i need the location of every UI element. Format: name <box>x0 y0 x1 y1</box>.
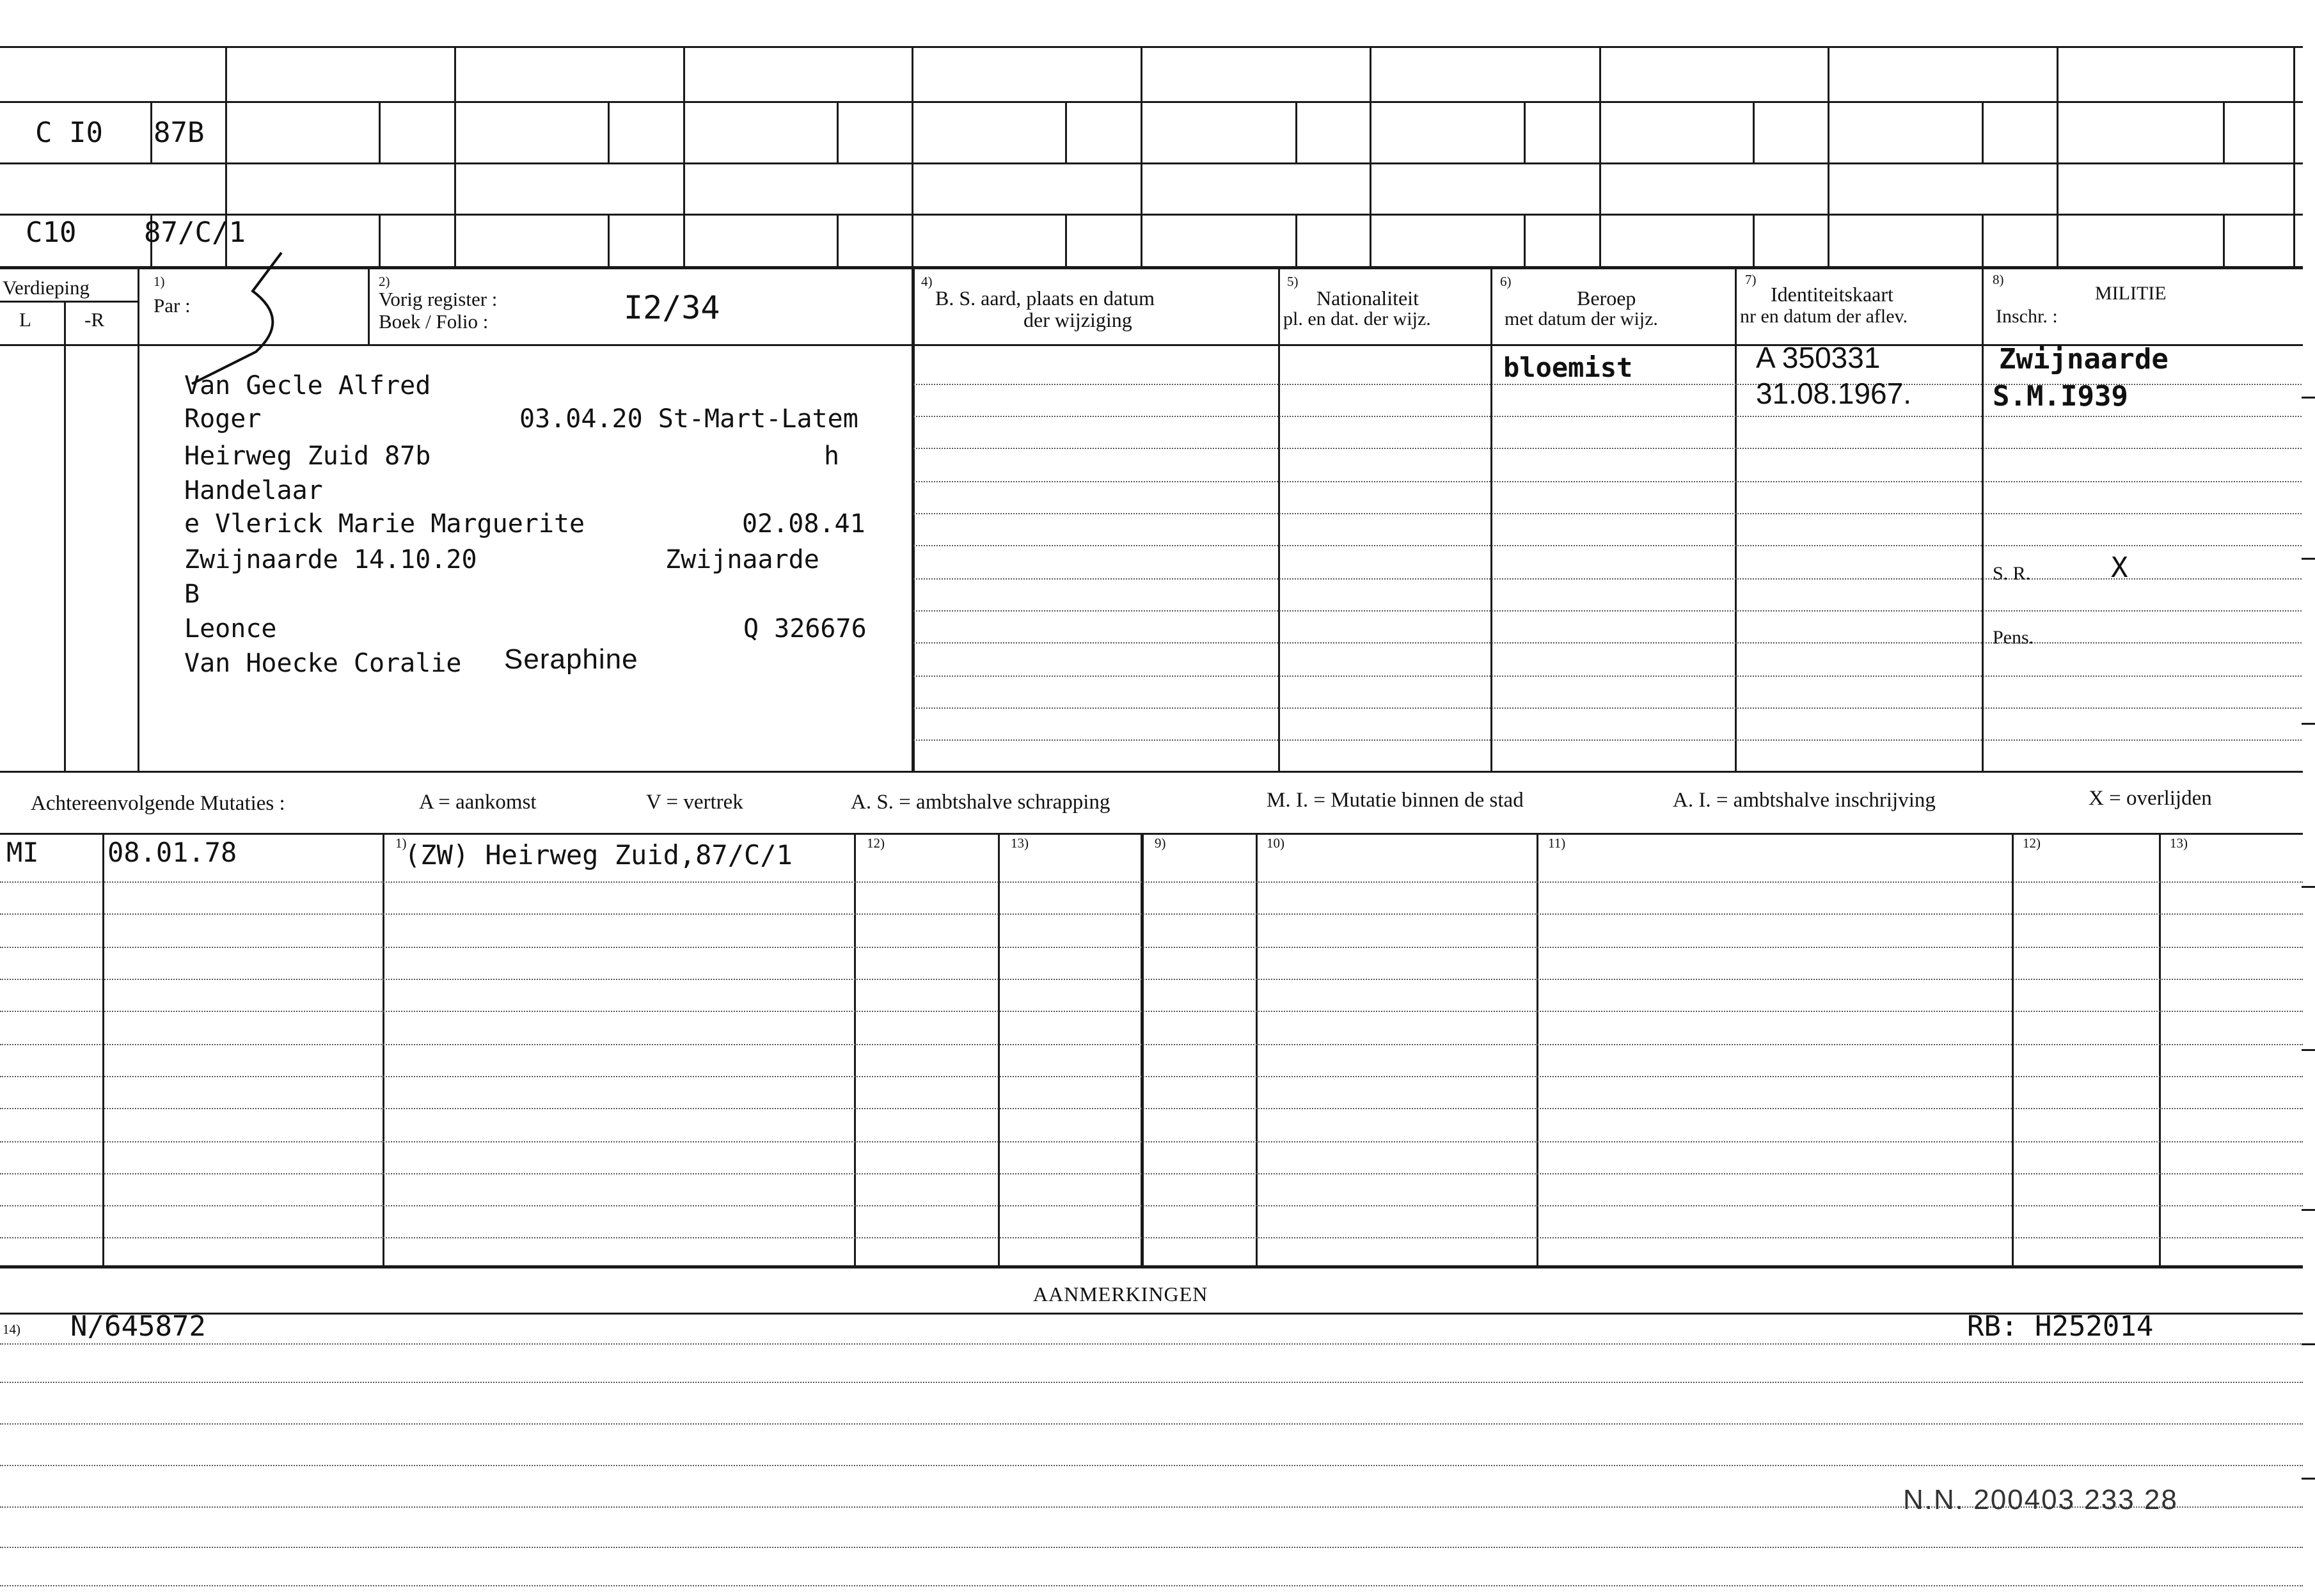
id-card-number: A 350331 <box>1756 341 1881 374</box>
grid-sub <box>150 101 152 162</box>
note-14: 14) <box>3 1322 20 1337</box>
note-8: 8) <box>1993 272 2004 287</box>
mut-note-9: 9) <box>1155 835 1166 851</box>
grid-sub <box>2223 214 2225 266</box>
top-border <box>0 46 2303 48</box>
mutatie-address: (ZW) Heirweg Zuid,87/C/1 <box>404 839 793 871</box>
person-line-2a: Roger <box>184 404 262 434</box>
mut-note-1: 1) <box>395 835 407 851</box>
col-id <box>1982 267 1984 771</box>
col-person <box>912 267 915 771</box>
person-line-7: B <box>184 580 200 609</box>
legend-title: Achtereenvolgende Mutaties : <box>31 792 285 815</box>
grid-sub <box>1524 101 1526 162</box>
mut-col <box>1256 833 1258 1265</box>
grid-col <box>683 46 685 267</box>
person-bottom-line <box>0 771 2303 773</box>
note-4: 4) <box>921 274 933 289</box>
mut-note-11: 11) <box>1548 835 1566 851</box>
note-1: 1) <box>154 274 165 289</box>
grid-sub <box>1982 214 1984 266</box>
militie-inschr-value: Zwijnaarde <box>1999 343 2169 375</box>
person-line-8a: Leonce <box>184 614 277 644</box>
par-pen-stroke <box>179 249 307 390</box>
grid-sub <box>1295 101 1297 162</box>
legend-as: A. S. = ambtshalve schrapping <box>851 791 1110 814</box>
mut-col <box>1141 833 1144 1265</box>
id-header-2: nr en datum der aflev. <box>1740 306 1908 327</box>
grid-col <box>1141 46 1142 267</box>
bs-header-1: B. S. aard, plaats en datum <box>935 287 1155 310</box>
col-l-r <box>64 301 66 771</box>
bs-header-2: der wijziging <box>1023 308 1132 331</box>
person-line-6b: Zwijnaarde <box>665 545 819 574</box>
grid-sub <box>837 101 839 162</box>
mut-col <box>998 833 1000 1265</box>
note-5: 5) <box>1287 274 1299 289</box>
id-card-date: 31.08.1967. <box>1756 377 1912 410</box>
note-2: 2) <box>379 274 390 289</box>
person-line-9a: Van Hoecke Coralie <box>184 649 462 678</box>
grid-sub <box>379 214 381 266</box>
person-line-5b: 02.08.41 <box>742 509 865 539</box>
aanmerkingen-top-line <box>0 1313 2303 1315</box>
grid-line <box>0 162 2303 164</box>
legend-mi: M. I. = Mutatie binnen de stad <box>1267 789 1524 812</box>
boek-folio-value: I2/34 <box>624 289 720 326</box>
beroep-header-1: Beroep <box>1577 287 1636 310</box>
mut-col <box>2012 833 2014 1265</box>
grid-col <box>2057 46 2058 267</box>
grid-line <box>0 214 2303 216</box>
col-nat <box>1490 267 1492 771</box>
grid-sub <box>1982 101 1984 162</box>
legend-x: X = overlijden <box>2089 787 2212 810</box>
vorig-register-label: Vorig register : <box>379 288 498 310</box>
sr-label: S. R. <box>1993 563 2031 584</box>
l-label: L <box>19 308 31 331</box>
grid-col <box>1828 46 1829 267</box>
grid-sub <box>1524 214 1526 266</box>
grid-sub <box>1295 214 1297 266</box>
beroep-header-2: met datum der wijz. <box>1505 308 1658 329</box>
aanmerking-right: RB: H252014 <box>1967 1310 2154 1343</box>
grid-col <box>454 46 456 267</box>
grid-col <box>1370 46 1371 267</box>
code-row2-left: C10 <box>26 216 77 249</box>
legend-v: V = vertrek <box>646 791 743 814</box>
mutaties-bottom-line <box>0 1265 2303 1268</box>
header-bottom-line <box>0 344 2303 346</box>
nn-number: N.N. 200403 233 28 <box>1903 1484 2178 1515</box>
beroep-value: bloemist <box>1503 352 1633 383</box>
person-line-8b: Q 326676 <box>743 614 867 644</box>
person-line-2b: 03.04.20 St-Mart-Latem <box>519 404 858 434</box>
grid-sub <box>1065 101 1067 162</box>
person-line-9b: Seraphine <box>504 644 638 675</box>
nat-header-1: Nationaliteit <box>1316 287 1419 310</box>
person-line-4: Handelaar <box>184 476 323 505</box>
grid-line <box>0 101 2303 103</box>
r-label: -R <box>84 308 104 331</box>
inschr-label: Inschr. : <box>1996 306 2058 327</box>
mutaties-top-line <box>0 833 2303 835</box>
grid-sub <box>1753 214 1755 266</box>
aanmerking-left: N/645872 <box>70 1310 206 1343</box>
col-verdieping <box>138 267 139 771</box>
person-line-3b: h <box>824 441 840 471</box>
mut-note-12b: 12) <box>2023 835 2041 851</box>
col-beroep <box>1735 267 1737 771</box>
person-line-1: Van Gecle Alfred <box>184 371 431 400</box>
aanmerkingen-title: AANMERKINGEN <box>1033 1283 1208 1306</box>
legend-a: A = aankomst <box>419 791 537 814</box>
person-line-3a: Heirweg Zuid 87b <box>184 441 431 471</box>
grid-sub <box>1753 101 1755 162</box>
code-row1-left: C I0 <box>35 116 103 149</box>
mut-col <box>383 833 384 1265</box>
code-row1-right: 87B <box>154 116 205 149</box>
pens-label: Pens. <box>1993 627 2034 648</box>
grid-line <box>0 266 2303 269</box>
grid-sub <box>608 101 610 162</box>
code-row2-right: 87/C/1 <box>144 216 246 249</box>
mut-col <box>102 833 104 1265</box>
grid-sub <box>1065 214 1067 266</box>
legend-ai: A. I. = ambtshalve inschrijving <box>1673 789 1936 812</box>
mut-note-13b: 13) <box>2170 835 2188 851</box>
mutatie-type: MI <box>6 837 39 868</box>
militie-header: MILITIE <box>2095 283 2167 304</box>
militie-sm-value: S.M.I939 <box>1993 380 2128 413</box>
grid-sub <box>837 214 839 266</box>
mut-col <box>2159 833 2161 1265</box>
grid-sub <box>608 214 610 266</box>
grid-col <box>912 46 913 267</box>
col-bs <box>1278 267 1280 771</box>
grid-sub <box>2223 101 2225 162</box>
mut-col <box>854 833 856 1265</box>
verdieping-label: Verdieping <box>3 276 90 299</box>
nat-header-2: pl. en dat. der wijz. <box>1283 308 1431 329</box>
sr-value: X <box>2111 551 2128 584</box>
person-line-6a: Zwijnaarde 14.10.20 <box>184 545 477 574</box>
id-header-1: Identiteitskaart <box>1771 283 1893 306</box>
mut-note-13a: 13) <box>1011 835 1029 851</box>
boek-folio-label: Boek / Folio : <box>379 310 489 333</box>
grid-col <box>2293 46 2295 267</box>
verdieping-split <box>0 301 138 303</box>
note-7: 7) <box>1745 272 1757 287</box>
col-par <box>368 267 370 344</box>
note-6: 6) <box>1500 274 1512 289</box>
mut-note-10: 10) <box>1267 835 1284 851</box>
mutatie-date: 08.01.78 <box>107 837 237 868</box>
par-label: Par : <box>154 294 191 317</box>
mut-col <box>1537 833 1538 1265</box>
grid-col <box>1599 46 1601 267</box>
grid-sub <box>379 101 381 162</box>
person-line-5a: e Vlerick Marie Marguerite <box>184 509 585 539</box>
mut-note-12a: 12) <box>867 835 885 851</box>
